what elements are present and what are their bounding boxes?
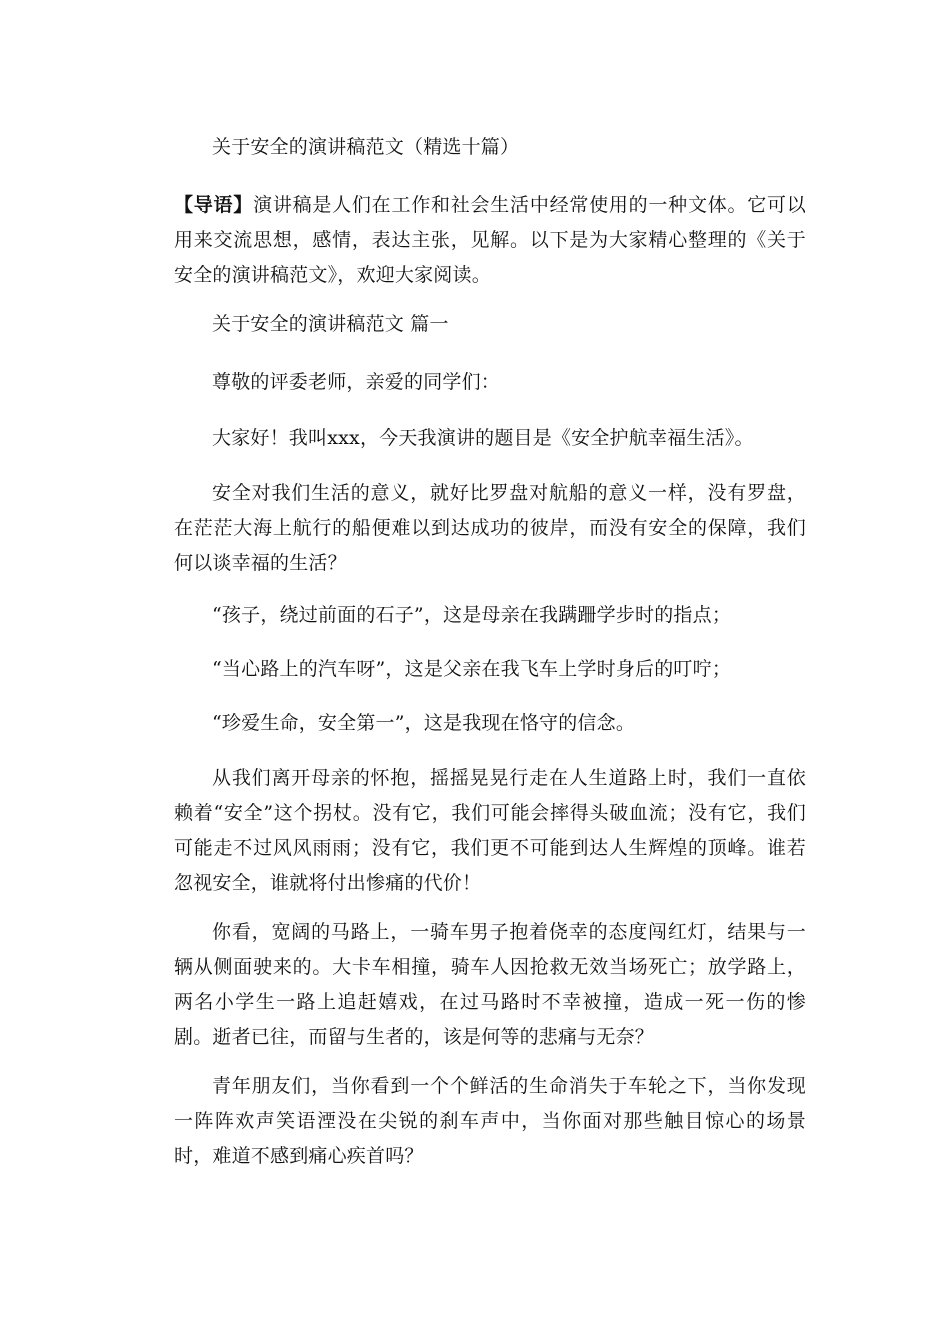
greeting-paragraph: 大家好！我叫xxx，今天我演讲的题目是《安全护航幸福生活》。 bbox=[212, 427, 754, 449]
lead-text: 演讲稿是人们在工作和社会生活中经常使用的一种文体。它可以用来交流思想，感情，表达主张，见解。以下是为大家精心整理的《关于安全的演讲稿范文》，欢迎大家阅读。 bbox=[174, 194, 806, 286]
body-paragraph: 从我们离开母亲的怀抱，摇摇晃晃行走在人生道路上时，我们一直依赖着“安全”这个拐杖。没有它，我们可能会摔得头破血流；没有它，我们可能走不过风风雨雨；没有它，我们更不可能到达人生辉煌的顶峰。谁若忽视安全，谁就将付出惨痛的代价！ bbox=[174, 767, 806, 894]
body-paragraph: 你看，宽阔的马路上，一骑车男子抱着侥幸的态度闯红灯，结果与一辆从侧面驶来的。大卡车相撞，骑车人因抢救无效当场死亡；放学路上，两名小学生一路上追赶嬉戏，在过马路时不幸被撞，造成一死一伤的惨剧。逝者已往，而留与生者的，该是何等的悲痛与无奈？ bbox=[174, 921, 806, 1048]
quote-paragraph: “孩子，绕过前面的石子”，这是母亲在我蹒跚学步时的指点； bbox=[212, 604, 732, 626]
quote-paragraph: “珍爱生命，安全第一”，这是我现在恪守的信念。 bbox=[212, 712, 636, 734]
lead-paragraph bbox=[174, 188, 806, 293]
section-title: 关于安全的演讲稿范文 篇一 bbox=[212, 313, 449, 335]
salutation-paragraph: 尊敬的评委老师，亲爱的同学们： bbox=[212, 371, 501, 393]
body-paragraph: 青年朋友们，当你看到一个个鲜活的生命消失于车轮之下，当你发现一阵阵欢声笑语湮没在尖锐的刹车声中，当你面对那些触目惊心的场景时，难道不感到痛心疾首吗？ bbox=[174, 1075, 806, 1167]
document-title: 关于安全的演讲稿范文（精选十篇） bbox=[212, 136, 520, 158]
quote-paragraph: “当心路上的汽车呀”，这是父亲在我飞车上学时身后的叮咛； bbox=[212, 658, 732, 680]
lead-tag: 【导语】 bbox=[174, 194, 254, 216]
body-paragraph: 安全对我们生活的意义，就好比罗盘对航船的意义一样，没有罗盘，在茫茫大海上航行的船便难以到达成功的彼岸，而没有安全的保障，我们何以谈幸福的生活？ bbox=[174, 482, 806, 574]
